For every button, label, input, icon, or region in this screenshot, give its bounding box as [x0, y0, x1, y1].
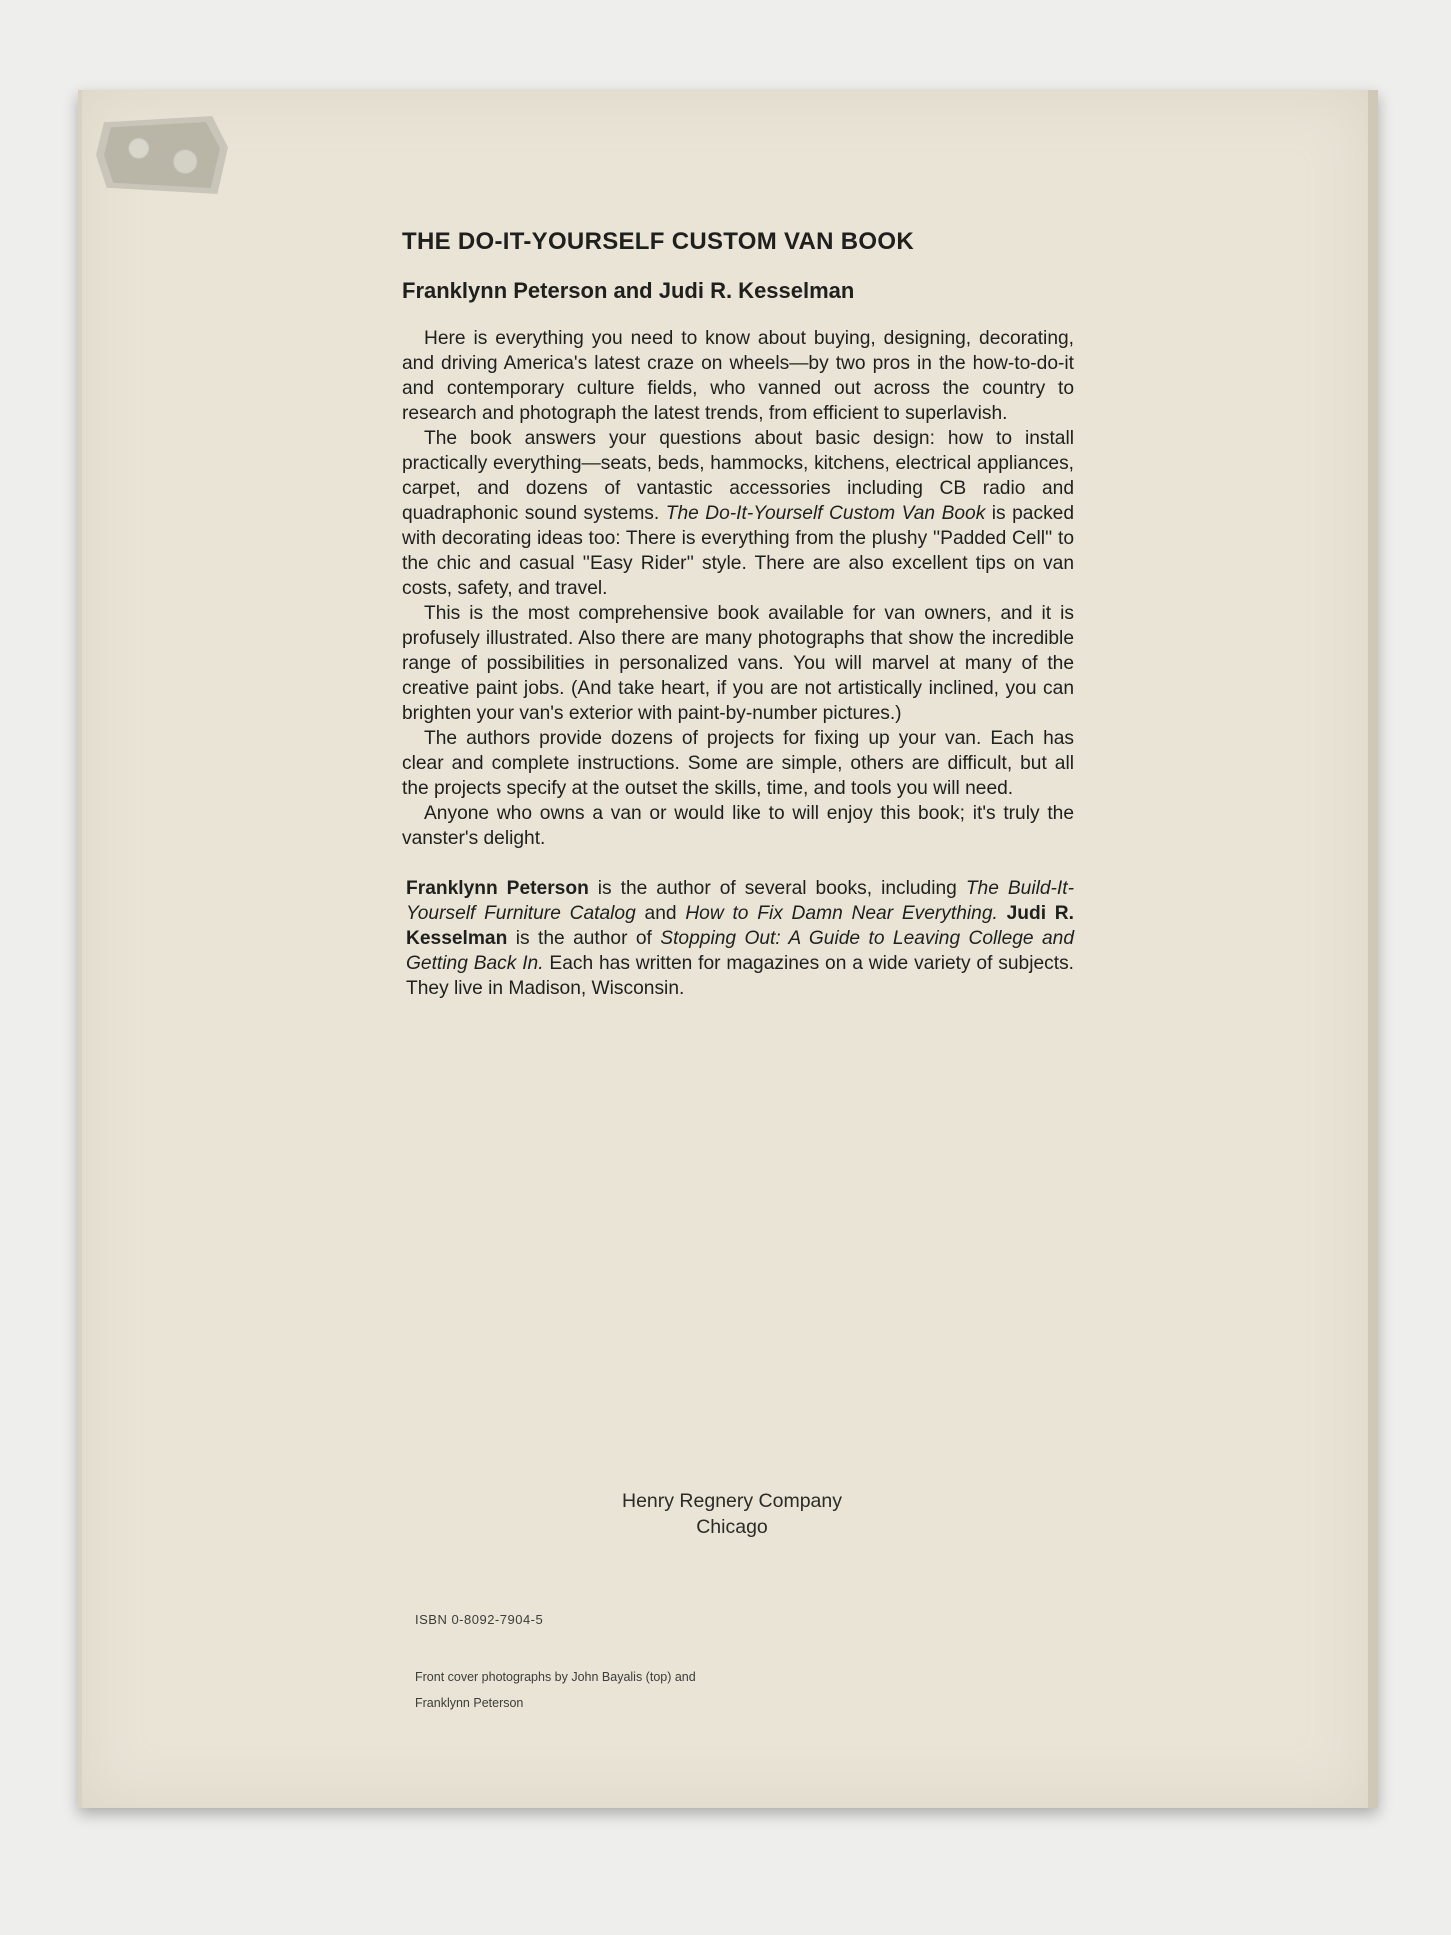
bio-book-3: Stopping Out: A Guide to Leaving College and Getting Back In. [406, 928, 1074, 974]
description-paragraph-3: This is the most comprehensive book available for van owners, and it is profusely illustrated. Also there are many photographs that show the incredible range of possibilities in personalized vans. You will marvel at many of the creative paint jobs. (And take heart, if you are not artistically inclined, you can brighten your van's exterior with paint-by-number pictures.) [402, 603, 1074, 724]
bio-text-5: Each has written for magazines on a wide variety of subjects. They live in Madison, Wisconsin. [406, 953, 1075, 999]
publisher-city: Chicago [696, 1516, 768, 1538]
isbn-number: ISBN 0-8092-7904-5 [415, 1612, 544, 1627]
price-sticker-remnant [96, 116, 228, 194]
cover-text-block [402, 228, 1074, 1001]
bio-author-2: Judi R. Kesselman [406, 903, 1074, 949]
sticker-texture [104, 122, 220, 188]
book-back-cover [78, 90, 1378, 1808]
photo-credit-line-1: Front cover photographs by John Bayalis (top) and [415, 1670, 696, 1684]
description-p2-book-title: The Do-It-Yourself Custom Van Book [665, 503, 986, 524]
photo-credit [415, 1664, 845, 1716]
bio-text-2: and [635, 903, 686, 924]
book-authors: Franklynn Peterson and Judi R. Kesselman [402, 278, 855, 303]
bio-book-1: The Build-It-Yourself Furniture Catalog [406, 878, 1074, 924]
description-p2-text-b: is packed with decorating ideas too: There is everything from the plushy ''Padded Cell'' to the chic and casual ''Easy Rider'' style. There are also excellent tips on van costs, safety, and travel. [402, 503, 1074, 599]
description-paragraph-4: The authors provide dozens of projects for fixing up your van. Each has clear and complete instructions. Some are simple, others are difficult, but all the projects specify at the outset the skills, time, and tools you will need. [402, 728, 1074, 799]
bio-author-1: Franklynn Peterson [406, 878, 589, 899]
publisher-imprint [82, 1488, 1382, 1540]
bio-text-4: is the author of [507, 928, 661, 949]
description-paragraph-1: Here is everything you need to know about buying, designing, decorating, and driving America's latest craze on wheels—by two pros in the how-to-do-it and contemporary culture fields, who vanned out across the country to research and photograph the latest trends, from efficient to superlavish. [402, 328, 1074, 424]
description-paragraph-2 [402, 426, 1074, 601]
description-paragraph-5: Anyone who owns a van or would like to will enjoy this book; it's truly the vanster's delight. [402, 803, 1074, 849]
book-description [402, 326, 1074, 851]
bio-text-1: is the author of several books, including [588, 878, 966, 899]
book-title: THE DO-IT-YOURSELF CUSTOM VAN BOOK [402, 228, 914, 255]
photo-credit-line-2: Franklynn Peterson [415, 1696, 524, 1710]
bio-book-2: How to Fix Damn Near Everything. [685, 903, 998, 924]
description-p2-text-a: The book answers your questions about basic design: how to install practically everything—seats, beds, hammocks, kitchens, electrical appliances, carpet, and dozens of vantastic accessories including CB radio and quadraphonic sound systems. [402, 428, 1074, 524]
publisher-name: Henry Regnery Company [621, 1490, 842, 1512]
author-bio [402, 876, 1074, 1001]
bio-text-3 [998, 903, 1007, 924]
